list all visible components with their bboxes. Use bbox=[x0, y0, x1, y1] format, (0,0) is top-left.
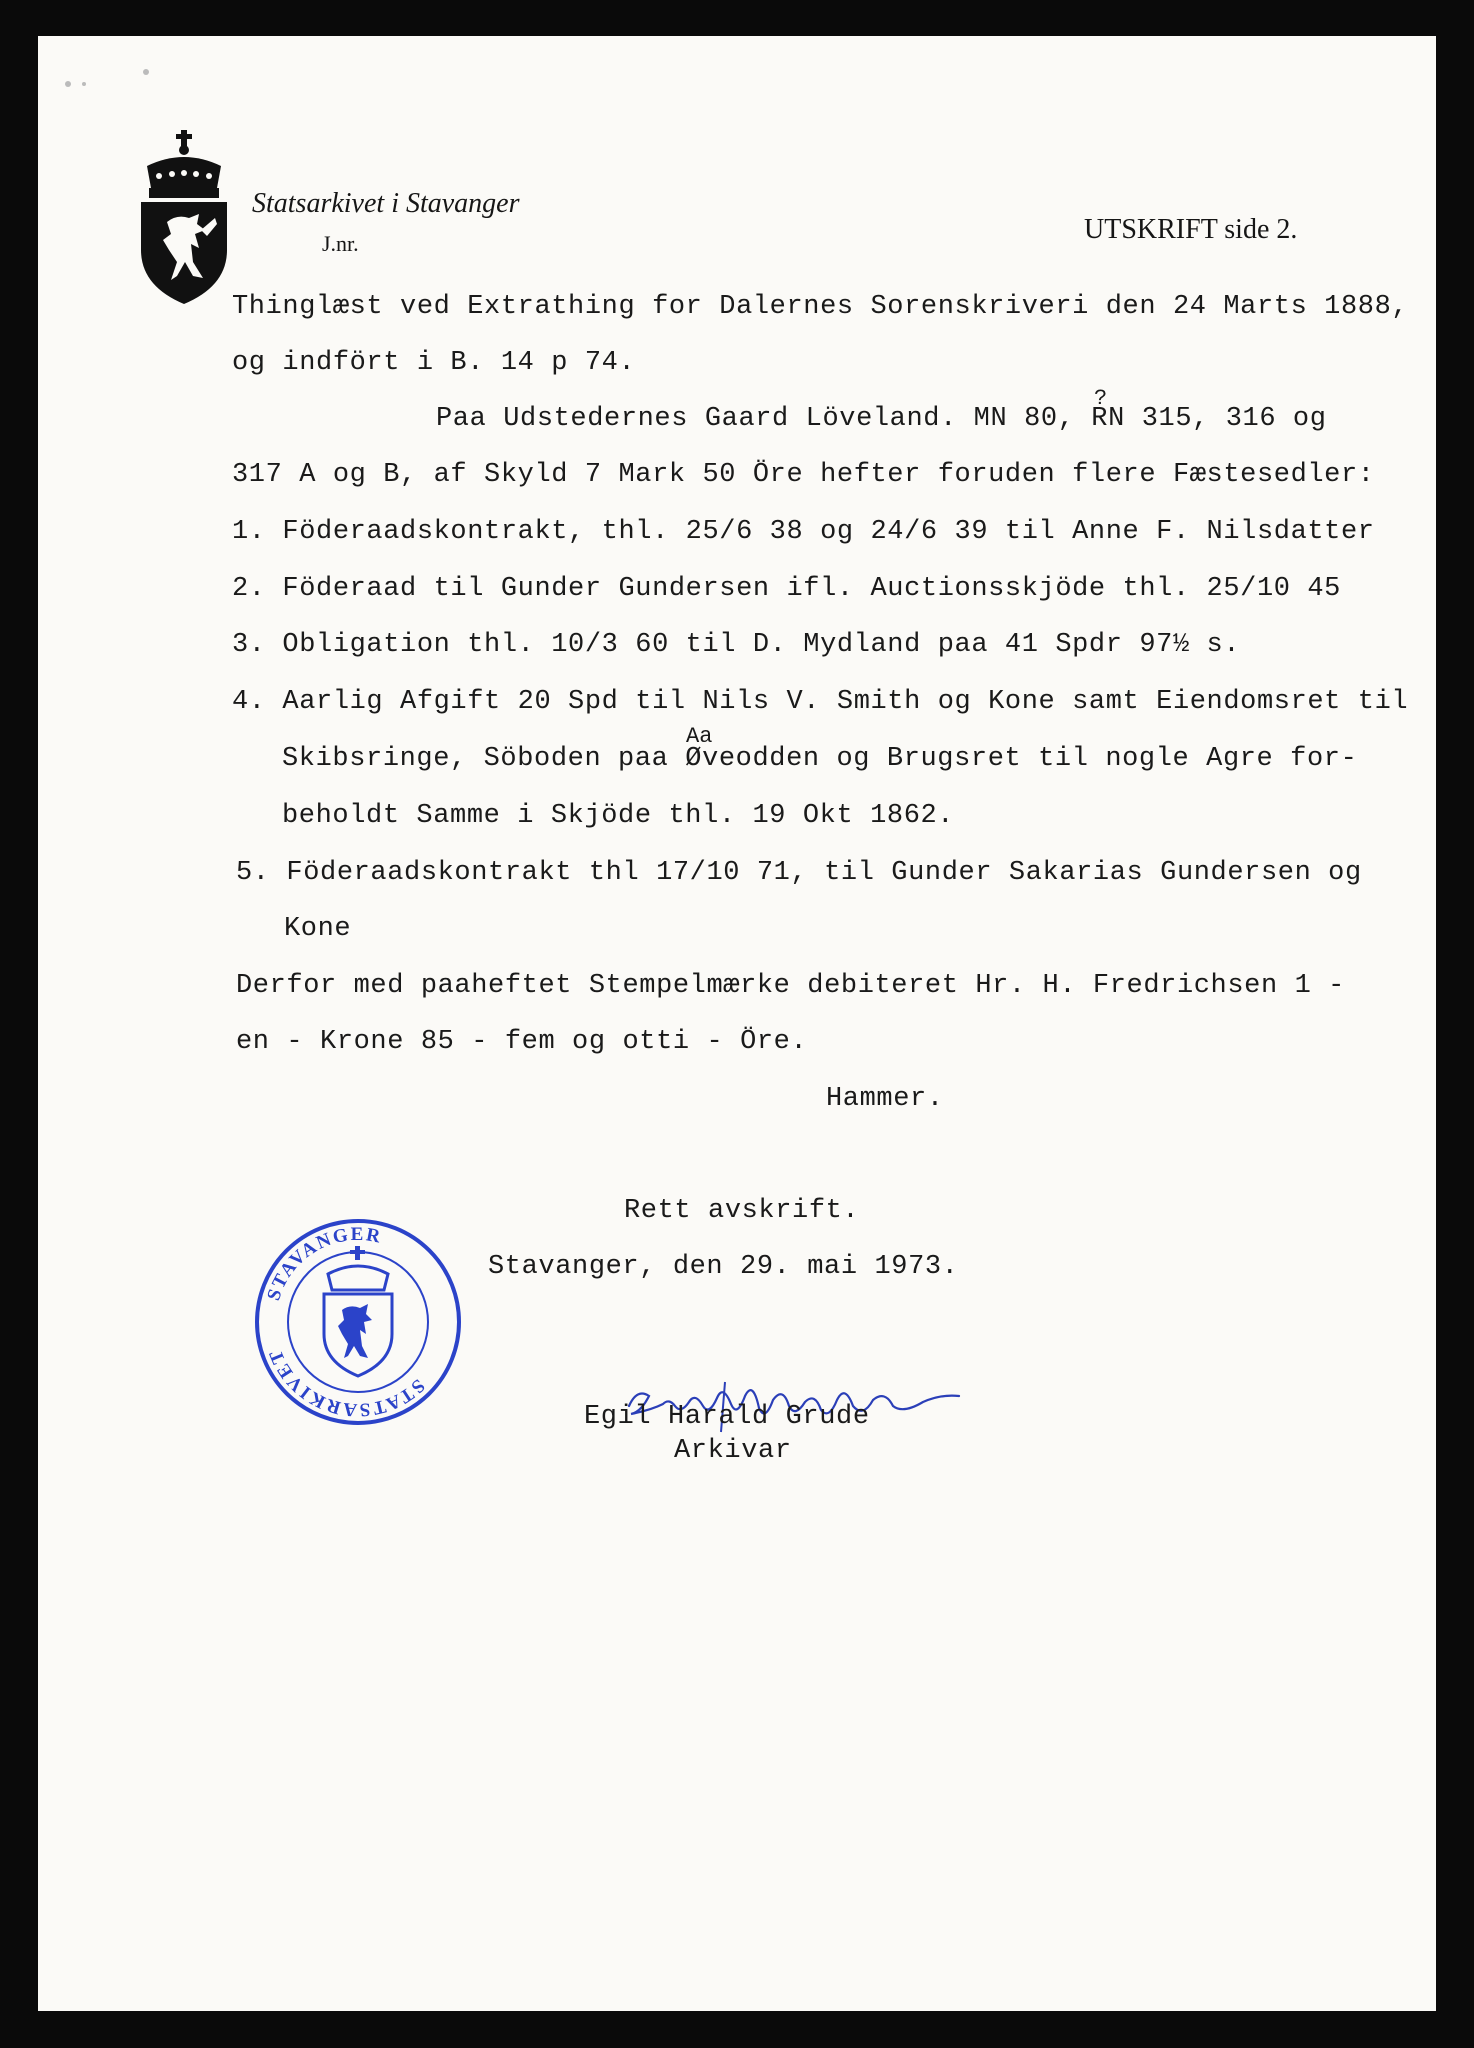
page-label: UTSKRIFT side 2. bbox=[1084, 214, 1298, 245]
body-line-1: Thinglæst ved Extrathing for Dalernes Sorenskriveri den 24 Marts 1888, bbox=[232, 292, 1409, 322]
body-line-7: 3. Obligation thl. 10/3 60 til D. Mydland paa 41 Spdr 97½ s. bbox=[232, 630, 1241, 660]
body-line-15: Hammer. bbox=[826, 1084, 944, 1114]
body-line-9: Skibsringe, Söboden paa Øveodden og Brugsret til nogle Agre for- bbox=[282, 744, 1358, 774]
body-line-10: beholdt Samme i Skjöde thl. 19 Okt 1862. bbox=[282, 801, 955, 831]
document-page bbox=[38, 36, 1436, 2011]
body-line-3: Paa Udstedernes Gaard Löveland. MN 80, RN 315, 316 og bbox=[436, 404, 1327, 434]
body-line-2: og indfört i B. 14 p 74. bbox=[232, 348, 636, 378]
body-line-13: Derfor med paaheftet Stempelmærke debiteret Hr. H. Fredrichsen 1 - bbox=[236, 971, 1345, 1001]
insert-question-mark: ? bbox=[1094, 386, 1108, 411]
stamp-text-top: STATSARKIVET bbox=[264, 1345, 429, 1421]
stamp-text-left: STAVANGER bbox=[263, 1223, 384, 1304]
signer-title: Arkivar bbox=[674, 1436, 792, 1466]
body-line-14: en - Krone 85 - fem og otti - Öre. bbox=[236, 1027, 808, 1057]
journal-number-label: J.nr. bbox=[322, 231, 359, 256]
body-line-5: 1. Föderaadskontrakt, thl. 25/6 38 og 24/6 39 til Anne F. Nilsdatter bbox=[232, 517, 1375, 547]
signer-name: Egil Harald Grude bbox=[584, 1402, 870, 1432]
body-line-4: 317 A og B, af Skyld 7 Mark 50 Öre hefter foruden flere Fæstesedler: bbox=[232, 460, 1375, 490]
margin-specks-icon bbox=[0, 0, 200, 200]
institution-name: Statsarkivet i Stavanger bbox=[252, 188, 520, 219]
body-line-6: 2. Föderaad til Gunder Gundersen ifl. Auctionsskjöde thl. 25/10 45 bbox=[232, 574, 1341, 604]
archive-stamp-icon bbox=[252, 1216, 464, 1428]
place-date-line: Stavanger, den 29. mai 1973. bbox=[488, 1252, 959, 1282]
body-line-11: 5. Föderaadskontrakt thl 17/10 71, til Gunder Sakarias Gundersen og bbox=[236, 858, 1362, 888]
certification-line: Rett avskrift. bbox=[624, 1196, 860, 1226]
body-line-12: Kone bbox=[284, 914, 352, 944]
body-line-8: 4. Aarlig Afgift 20 Spd til Nils V. Smith og Kone samt Eiendomsret til bbox=[232, 687, 1409, 717]
insert-aa: Aa bbox=[686, 724, 713, 749]
